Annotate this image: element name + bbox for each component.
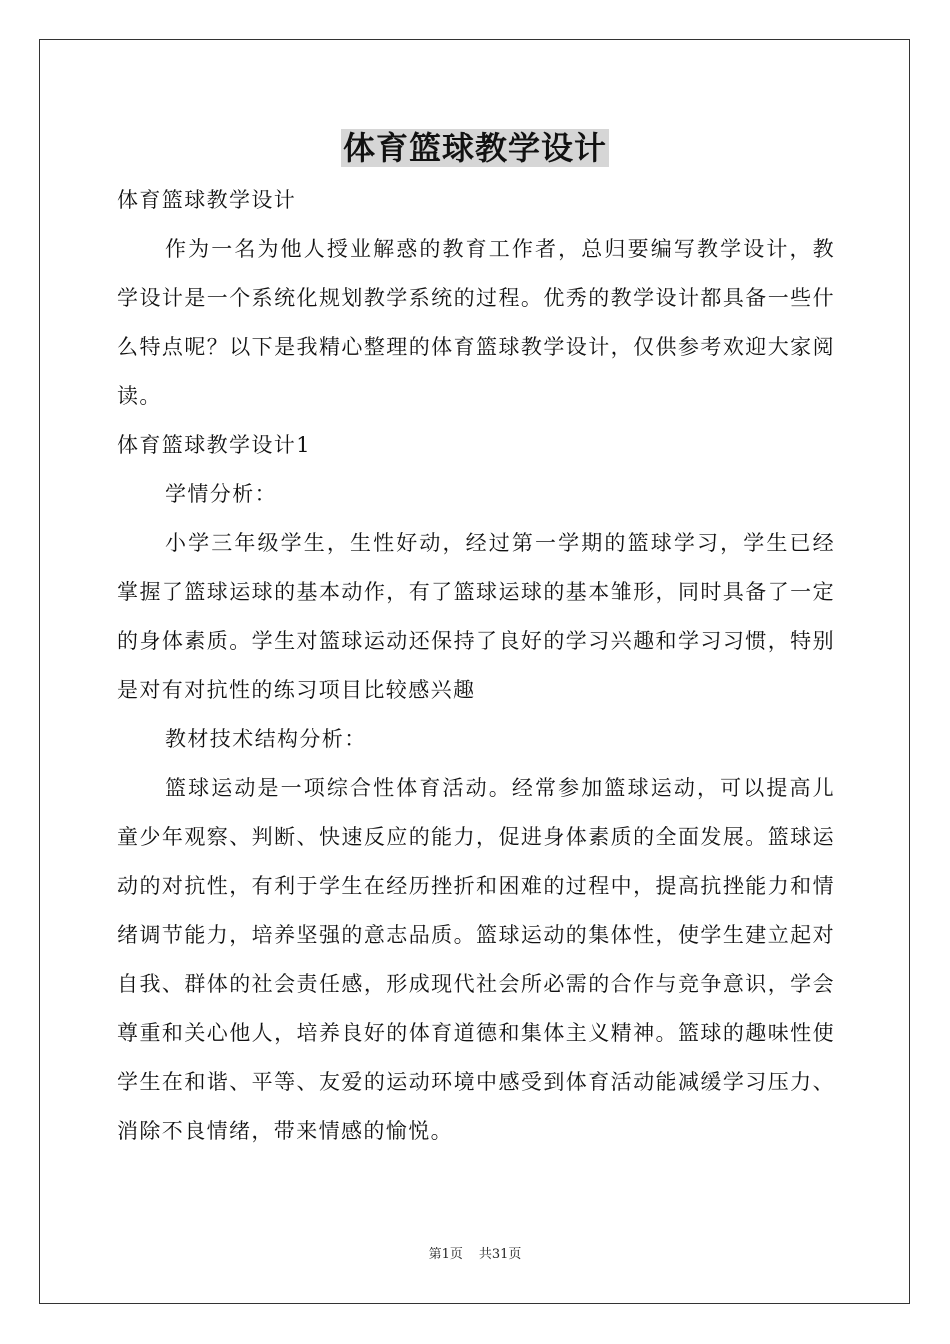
document-title	[0, 126, 950, 170]
subheading-student-analysis: 学情分析：	[165, 482, 277, 506]
page-footer	[0, 1246, 950, 1264]
paragraph-student-analysis: 小学三年级学生，生性好动，经过第一学期的篮球学习，学生已经掌握了篮球运球的基本动作，有了篮球运球的基本雏形，同时具备了一定的身体素质。学生对篮球运动还保持了良好的学习兴趣和学习习惯，特别是对有对抗性的练习项目比较感兴趣	[117, 531, 835, 702]
paragraph-subtitle: 体育篮球教学设计	[117, 188, 297, 212]
section-heading-1: 体育篮球教学设计1	[117, 433, 311, 457]
subheading-material-analysis: 教材技术结构分析：	[165, 727, 367, 751]
paragraph-intro: 作为一名为他人授业解惑的教育工作者，总归要编写教学设计，教学设计是一个系统化规划教学系统的过程。优秀的教学设计都具备一些什么特点呢？以下是我精心整理的体育篮球教学设计，仅供参考欢迎大家阅读。	[117, 237, 835, 408]
document-body	[117, 176, 835, 1156]
paragraph-material-analysis: 篮球运动是一项综合性体育活动。经常参加篮球运动，可以提高儿童少年观察、判断、快速反应的能力，促进身体素质的全面发展。篮球运动的对抗性，有利于学生在经历挫折和困难的过程中，提高抗挫能力和情绪调节能力，培养坚强的意志品质。篮球运动的集体性，使学生建立起对自我、群体的社会责任感，形成现代社会所必需的合作与竞争意识，学会尊重和关心他人，培养良好的体育道德和集体主义精神。篮球的趣味性使学生在和谐、平等、友爱的运动环境中感受到体育活动能减缓学习压力、消除不良情绪，带来情感的愉悦。	[117, 776, 835, 1143]
document-title-text: 体育篮球教学设计	[342, 129, 607, 167]
page-number: 第1页	[428, 1247, 463, 1262]
page-total: 共31页	[478, 1247, 522, 1262]
